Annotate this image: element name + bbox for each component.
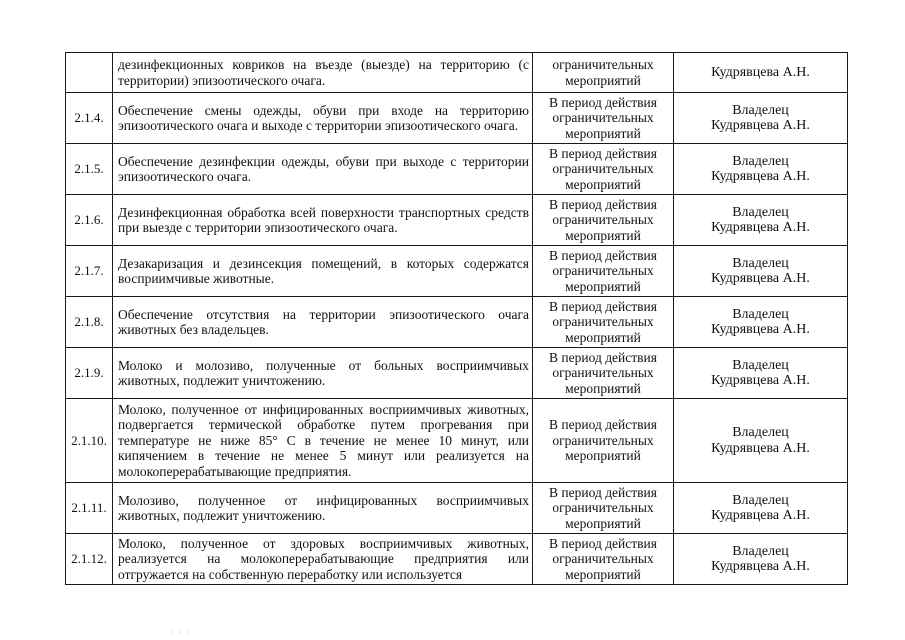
responsible-role: Владелец (732, 543, 789, 559)
responsible-cell (674, 246, 848, 297)
term-cell: В период действия ограничительных мероприятий (533, 93, 674, 144)
row-number-cell: 2.1.4. (66, 93, 113, 144)
responsible-name: Кудрявцева А.Н. (711, 508, 810, 523)
responsible-name: Кудрявцева А.Н. (711, 118, 810, 133)
responsible-cell (674, 144, 848, 195)
responsible-cell (674, 348, 848, 399)
responsible-name: Кудрявцева А.Н. (711, 440, 810, 456)
responsible-role: Владелец (732, 425, 789, 440)
table-row (66, 246, 848, 297)
responsible-name: Кудрявцева А.Н. (711, 322, 810, 337)
table-row (66, 534, 848, 585)
responsible-cell (674, 195, 848, 246)
row-number-cell: 2.1.10. (66, 399, 113, 483)
table-row (66, 195, 848, 246)
responsible-name: Кудрявцева А.Н. (711, 64, 810, 80)
responsible-cell (674, 483, 848, 534)
responsible-role: Владелец (732, 102, 789, 118)
measure-description-cell: Обеспечение дезинфекции одежды, обуви при выходе с территории эпизоотического очага. (113, 144, 533, 195)
row-number-cell: 2.1.11. (66, 483, 113, 534)
term-cell: В период действия ограничительных мероприятий (533, 195, 674, 246)
measure-description-cell: Дезинфекционная обработка всей поверхности транспортных средств при выезде с территории эпизоотического очага. (113, 195, 533, 246)
responsible-name: Кудрявцева А.Н. (711, 169, 810, 184)
responsible-role: Владелец (732, 255, 789, 271)
measure-description-cell: Обеспечение смены одежды, обуви при входе на территорию эпизоотического очага и выходе с территории эпизоотического очага. (113, 93, 533, 144)
term-cell: В период действия ограничительных мероприятий (533, 483, 674, 534)
responsible-cell (674, 534, 848, 585)
responsible-role: Владелец (732, 204, 789, 220)
table-row (66, 348, 848, 399)
responsible-role: Владелец (732, 492, 789, 508)
responsible-name: Кудрявцева А.Н. (711, 373, 810, 388)
measure-description-cell: Молоко, полученное от здоровых восприимчивых животных, реализуется на молокоперерабатывающие предприятия или отгружается на собственную переработку или используется (113, 534, 533, 585)
table-row (66, 53, 848, 93)
responsible-cell (674, 53, 848, 93)
term-cell: В период действия ограничительных мероприятий (533, 399, 674, 483)
term-cell: В период действия ограничительных мероприятий (533, 246, 674, 297)
measure-description-cell: дезинфекционных ковриков на въезде (выезде) на территорию (с территории) эпизоотического очага. (113, 53, 533, 93)
row-number-cell: 2.1.7. (66, 246, 113, 297)
responsible-role: Владелец (732, 357, 789, 373)
measures-table-body (66, 53, 848, 585)
term-cell: В период действия ограничительных мероприятий (533, 297, 674, 348)
responsible-name: Кудрявцева А.Н. (711, 220, 810, 235)
responsible-cell (674, 93, 848, 144)
measure-description-cell: Молоко и молозиво, полученные от больных восприимчивых животных, подлежит уничтожению. (113, 348, 533, 399)
row-number-cell: 2.1.8. (66, 297, 113, 348)
scan-marks: · · · (170, 628, 192, 637)
responsible-name: Кудрявцева А.Н. (711, 559, 810, 574)
responsible-role: Владелец (732, 153, 789, 169)
row-number-cell: 2.1.9. (66, 348, 113, 399)
responsible-cell (674, 297, 848, 348)
measure-description-cell: Молоко, полученное от инфицированных восприимчивых животных, подвергается термической обработке путем прогревания при температуре не ниже 85° С в течение не менее 10 минут, или кипячением в течение не менее 5 минут или реализуется на молокоперерабатывающие предприятия. (113, 399, 533, 483)
responsible-name: Кудрявцева А.Н. (711, 271, 810, 286)
measure-description-cell: Дезакаризация и дезинсекция помещений, в которых содержатся восприимчивые животные. (113, 246, 533, 297)
term-cell: В период действия ограничительных мероприятий (533, 534, 674, 585)
measures-table (65, 52, 848, 585)
term-cell: В период действия ограничительных мероприятий (533, 348, 674, 399)
row-number-cell (66, 53, 113, 93)
measure-description-cell: Обеспечение отсутствия на территории эпизоотического очага животных без владельцев. (113, 297, 533, 348)
table-row (66, 297, 848, 348)
table-row (66, 93, 848, 144)
row-number-cell: 2.1.5. (66, 144, 113, 195)
responsible-cell (674, 399, 848, 483)
table-row (66, 399, 848, 483)
row-number-cell: 2.1.12. (66, 534, 113, 585)
term-cell: В период действия ограничительных мероприятий (533, 144, 674, 195)
term-cell: ограничительных мероприятий (533, 53, 674, 93)
table-row (66, 144, 848, 195)
measure-description-cell: Молозиво, полученное от инфицированных восприимчивых животных, подлежит уничтожению. (113, 483, 533, 534)
row-number-cell: 2.1.6. (66, 195, 113, 246)
responsible-role: Владелец (732, 306, 789, 322)
table-row (66, 483, 848, 534)
